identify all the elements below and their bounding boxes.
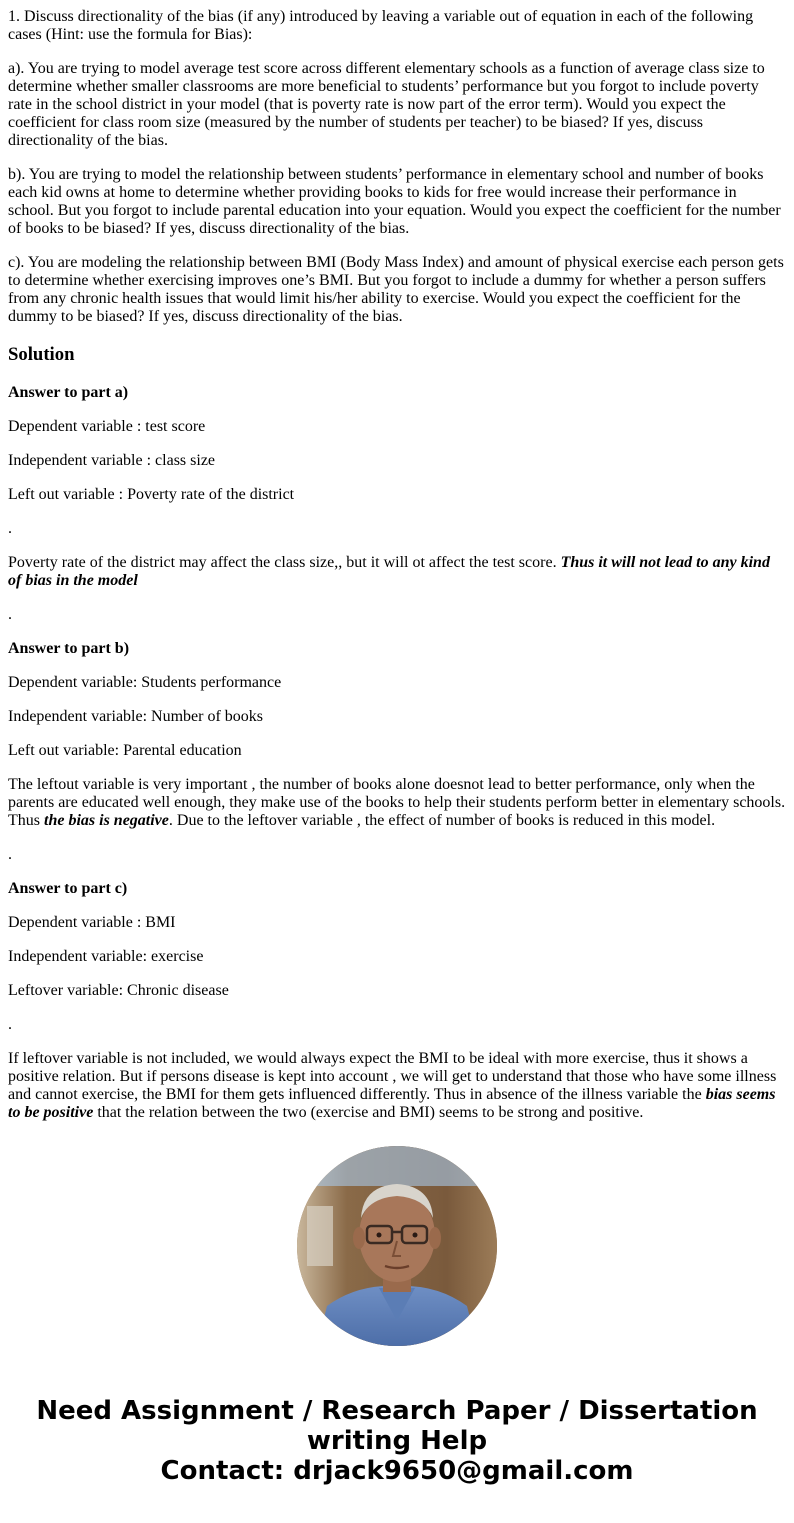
answer-b-leftout: Left out variable: Parental education: [8, 742, 242, 759]
person-portrait-icon: [297, 1146, 497, 1346]
avatar: [297, 1146, 497, 1346]
answer-a-dependent: Dependent variable : test score: [8, 418, 206, 435]
question-part-b: b). You are trying to model the relationship between students’ performance in elementary school and number of books each kid owns at home to determine whether providing books to kids for free would increase their performance in school. But you forgot to include parental education into your equation. Would you expect the coefficient for the number of books to be biased? If yes, discuss directionality of the bias.: [8, 166, 781, 237]
question-part-c: c). You are modeling the relationship between BMI (Body Mass Index) and amount of physical exercise each person gets to determine whether exercising improves one’s BMI. But you forgot to include a dummy for whether a person suffers from any chronic health issues that would limit his/her ability to exercise. Would you expect the coefficient for the dummy to be biased? If yes, discuss directionality of the bias.: [8, 254, 784, 325]
answer-b-title: Answer to part b): [8, 640, 130, 657]
answer-a-explanation: Poverty rate of the district may affect the class size,, but it will ot affect the test score. Thus it will not lead to any kind of bias in the model: [8, 554, 770, 589]
answer-b-independent: Independent variable: Number of books: [8, 708, 264, 725]
banner-line-2: writing Help: [306, 1426, 488, 1456]
answer-c-independent: Independent variable: exercise: [8, 948, 204, 965]
answer-b-explanation: The leftout variable is very important , the number of books alone doesnot lead to better performance, only when the parents are educated well enough, they make use of the books to help their students perform better in elementary schools. Thus the bias is negative. Due to the leftover variable , the effect of number of books is reduced in this model.: [8, 776, 786, 829]
banner-line-1: Need Assignment / Research Paper / Dissertation: [36, 1396, 758, 1426]
separator-dot: .: [8, 606, 12, 623]
avatar-container: [8, 1146, 786, 1346]
separator-dot: .: [8, 846, 12, 863]
answer-b-dependent: Dependent variable: Students performance: [8, 674, 282, 691]
question-intro: 1. Discuss directionality of the bias (if any) introduced by leaving a variable out of equation in each of the following cases (Hint: use the formula for Bias):: [8, 8, 754, 43]
answer-c-dependent: Dependent variable : BMI: [8, 914, 176, 931]
question-part-a: a). You are trying to model average test score across different elementary schools as a function of average class size to determine whether smaller classrooms are more beneficial to students’ performance but you forgot to include poverty rate in the school district in your model (that is poverty rate is now part of the error term). Would you expect the coefficient for class room size (measured by the number of students per teacher) to be biased? If yes, discuss directionality of the bias.: [8, 60, 765, 149]
answer-a-independent: Independent variable : class size: [8, 452, 216, 469]
contact-banner: [8, 1396, 786, 1486]
answer-c-explanation: If leftover variable is not included, we would always expect the BMI to be ideal with more exercise, thus it shows a positive relation. But if persons disease is kept into account , we will get to understand that those who have some illness and cannot exercise, the BMI for them gets influenced differently. Thus in absence of the illness variable the bias seems to be positive that the relation between the two (exercise and BMI) seems to be strong and positive.: [8, 1050, 777, 1121]
answer-a-title: Answer to part a): [8, 384, 129, 401]
answer-c-title: Answer to part c): [8, 880, 128, 897]
separator-dot: .: [8, 520, 12, 537]
contact-email[interactable]: Contact: drjack9650@gmail.com: [160, 1456, 634, 1486]
solution-heading: Solution: [8, 344, 75, 365]
answer-c-leftout: Leftover variable: Chronic disease: [8, 982, 229, 999]
answer-a-leftout: Left out variable : Poverty rate of the district: [8, 486, 295, 503]
separator-dot: .: [8, 1016, 12, 1033]
